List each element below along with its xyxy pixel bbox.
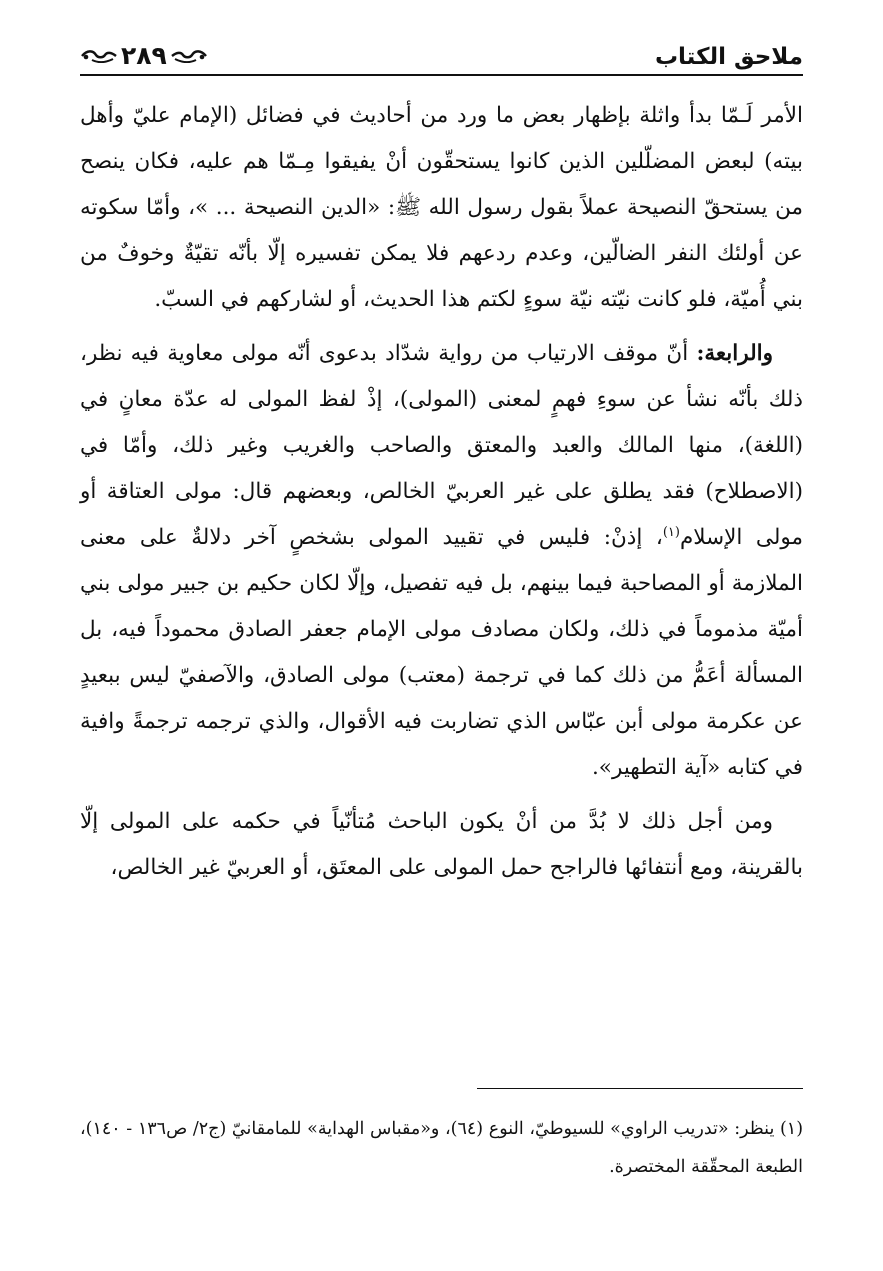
paragraph-2-lead: والرابعة: bbox=[696, 341, 773, 366]
header-rule bbox=[80, 74, 803, 76]
footnote-reference: (١) bbox=[662, 524, 680, 540]
page-number: ٢٨٩ bbox=[121, 41, 167, 70]
paragraph-2-text-a: أنّ موقف الارتياب من رواية شدّاد بدعوى أنّه مولى معاوية فيه نظر، ذلك بأنّه نشأ عن سوءِ فهمٍ لمعنى (المولى)، إذْ لفظ المولى له عدّة معانٍ في (اللغة)، منها المالك والعبد والمعتق والصاحب والغريب وغير ذلك، وأمّا في (الاصطلاح) فقد يطلق على غير العربيّ الخالص، وبعضهم قال: مولى العتاقة أو مولى الإسلام bbox=[80, 341, 803, 550]
footnotes bbox=[80, 1110, 803, 1186]
page-number-ornament bbox=[80, 41, 208, 74]
page-header bbox=[80, 30, 803, 74]
left-ornament-icon bbox=[80, 49, 118, 63]
footnote-1: (١) ينظر: «تدريب الراوي» للسيوطيّ، النوع (٦٤)، و«مقباس الهداية» للمامقانيّ (ج٢/ ص١٣٦ - ١٤٠)، الطبعة المحقّقة المختصرة. bbox=[80, 1119, 804, 1177]
paragraph-2-text-b: ، إذنْ: فليس في تقييد المولى بشخصٍ آخر دلالةٌ على معنى الملازمة أو المصاحبة فيما بينهم، بل فيه تفصيل، وإلّا لكان حكيم بن جبير مولى بني أميّة مذموماً في ذلك، ولكان مصادف مولى الإمام جعفر الصادق محموداً فيه، بل المسألة أعَمُّ من ذلك كما في ترجمة (معتب) مولى الصادق، والآصفيّ ليس ببعيدٍ عن عكرمة مولى أبن عبّاس الذي تضاربت فيه الأقوال، والذي ترجمه ترجمةً وافية في كتابه «آية التطهير». bbox=[80, 525, 803, 780]
footnote-rule bbox=[477, 1088, 803, 1089]
main-text bbox=[80, 93, 803, 899]
running-title: ملاحق الكتاب bbox=[654, 44, 803, 70]
paragraph-3: ومن أجل ذلك لا بُدَّ من أنْ يكون الباحث مُتأنّياً في حكمه على المولى إلّا بالقرينة، ومع أنتفائها فالراجح حمل المولى على المعتَق، أو العربيّ غير الخالص، bbox=[80, 809, 803, 880]
paragraph-2 bbox=[80, 331, 803, 791]
paragraph-1: الأمر لَـمّا بدأ واثلة بإظهار بعض ما ورد من أحاديث في فضائل (الإمام عليّ وأهل بيته) لبعض المضلّلين الذين كانوا يستحقّون أنْ يفيقوا مِـمّا هم عليه، فكان ينصح من يستحقّ النصيحة عملاً بقول رسول الله ﷺ: «الدين النصيحة ... »، وأمّا سكوته عن أولئك النفر الضالّين، وعدم ردعهم فلا يمكن تفسيره إلّا بأنّه تقيّةٌ وخوفٌ من بني أُميّة، فلو كانت نيّته نيّة سوءٍ لكتم هذا الحديث، أو لشاركهم في السبّ. bbox=[80, 103, 803, 312]
right-ornament-icon bbox=[170, 49, 208, 63]
